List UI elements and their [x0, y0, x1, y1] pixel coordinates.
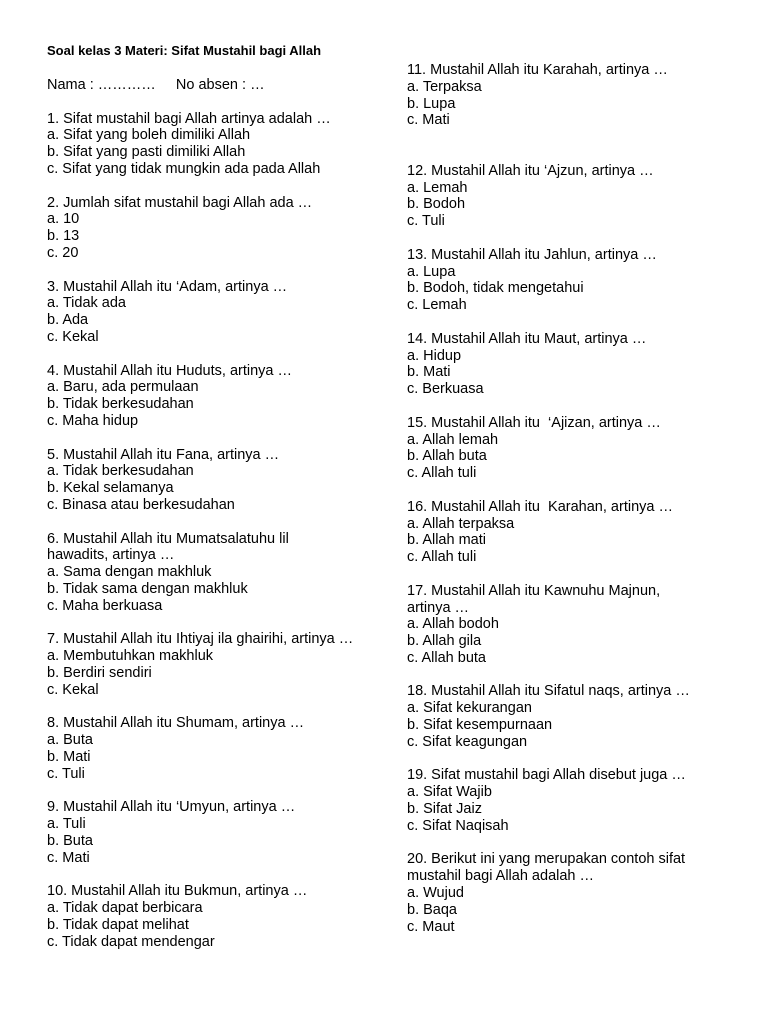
question-text: 5. Mustahil Allah itu Fana, artinya … [47, 446, 280, 463]
question-13 [407, 247, 737, 314]
option-a: a. Tidak ada [47, 295, 126, 312]
option-a: a. Tidak berkesudahan [47, 463, 194, 480]
option-c: c. Lemah [407, 297, 467, 314]
question-text: 7. Mustahil Allah itu Ihtiyaj ila ghairihi, artinya … [47, 631, 354, 648]
option-c: c. Maha berkuasa [47, 597, 163, 614]
option-b: b. Tidak dapat melihat [47, 916, 189, 933]
question-text: 13. Mustahil Allah itu Jahlun, artinya … [407, 246, 657, 263]
option-a: a. Sifat kekurangan [407, 700, 532, 717]
option-b: b. Mati [47, 748, 91, 765]
option-c: c. Sifat keagungan [407, 733, 528, 750]
option-a: a. Wujud [407, 885, 464, 902]
question-17 [407, 583, 737, 667]
option-c: c. Berkuasa [407, 381, 484, 398]
option-a: a. Buta [47, 732, 93, 749]
question-text: 19. Sifat mustahil bagi Allah disebut juga … [407, 767, 686, 784]
question-7 [47, 631, 377, 698]
option-c: c. Kekal [47, 328, 99, 345]
option-a: a. Terpaksa [407, 78, 482, 95]
option-b: b. Tidak sama dengan makhluk [47, 580, 248, 597]
question-text: 15. Mustahil Allah itu ‘Ajizan, artinya … [407, 414, 661, 431]
question-11 [407, 62, 737, 129]
question-10 [47, 883, 377, 950]
option-b: b. Bodoh, tidak mengetahui [407, 280, 584, 297]
option-c: c. Mati [47, 849, 90, 866]
question-5 [47, 447, 377, 514]
right-column [407, 62, 737, 935]
question-text: 3. Mustahil Allah itu ‘Adam, artinya … [47, 278, 288, 295]
question-2 [47, 195, 377, 262]
option-c: c. Allah tuli [407, 549, 477, 566]
option-c: c. Tidak dapat mendengar [47, 933, 215, 950]
option-a: a. Baru, ada permulaan [47, 379, 199, 396]
option-b: b. Buta [47, 832, 93, 849]
question-text: 12. Mustahil Allah itu ‘Ajzun, artinya … [407, 162, 654, 179]
option-c: c. Mati [407, 112, 450, 129]
question-text: 14. Mustahil Allah itu Maut, artinya … [407, 330, 647, 347]
question-text: 1. Sifat mustahil bagi Allah artinya adalah … [47, 110, 331, 127]
option-a: a. Tidak dapat berbicara [47, 900, 203, 917]
option-a: a. Sifat Wajib [407, 784, 492, 801]
worksheet-title: Soal kelas 3 Materi: Sifat Mustahil bagi Allah [47, 43, 322, 58]
question-text: 17. Mustahil Allah itu Kawnuhu Majnun, artinya … [407, 582, 661, 616]
question-14 [407, 331, 737, 398]
question-9 [47, 799, 377, 866]
option-c: c. Sifat yang tidak mungkin ada pada Allah [47, 160, 321, 177]
option-c: c. Allah buta [407, 649, 486, 666]
question-text: 4. Mustahil Allah itu Huduts, artinya … [47, 362, 293, 379]
option-b: b. Allah gila [407, 633, 482, 650]
option-b: b. Kekal selamanya [47, 480, 174, 497]
option-b: b. Sifat kesempurnaan [407, 717, 553, 734]
question-8 [47, 715, 377, 782]
option-c: c. Maut [407, 918, 455, 935]
question-text: 9. Mustahil Allah itu ‘Umyun, artinya … [47, 799, 296, 816]
option-a: a. Sama dengan makhluk [47, 564, 212, 581]
option-a: a. Lupa [407, 263, 456, 280]
option-b: b. Bodoh [407, 196, 466, 213]
option-a: a. Sifat yang boleh dimiliki Allah [47, 127, 251, 144]
option-c: c. 20 [47, 244, 79, 261]
option-c: c. Sifat Naqisah [407, 817, 509, 834]
question-20 [407, 851, 737, 935]
question-text: 10. Mustahil Allah itu Bukmun, artinya … [47, 883, 308, 900]
option-a: a. 10 [47, 211, 80, 228]
option-b: b. Allah mati [407, 532, 486, 549]
option-a: a. Lemah [407, 179, 468, 196]
option-b: b. Allah buta [407, 448, 487, 465]
question-1 [47, 111, 377, 178]
option-c: c. Binasa atau berkesudahan [47, 496, 235, 513]
option-b: b. Baqa [407, 901, 457, 918]
question-4 [47, 363, 377, 430]
option-a: a. Tuli [47, 816, 86, 833]
option-b: b. Lupa [407, 95, 456, 112]
question-text: 8. Mustahil Allah itu Shumam, artinya … [47, 715, 305, 732]
option-a: a. Allah terpaksa [407, 515, 515, 532]
question-18 [407, 683, 737, 750]
name-absen-line: Nama : ………… No absen : … [47, 77, 265, 93]
question-6 [47, 531, 377, 615]
option-a: a. Hidup [407, 347, 462, 364]
question-12 [407, 163, 737, 230]
option-b: b. Ada [47, 312, 89, 329]
question-text: 11. Mustahil Allah itu Karahah, artinya … [407, 62, 668, 78]
question-text: 6. Mustahil Allah itu Mumatsalatuhu lil hawadits, artinya … [47, 530, 289, 564]
left-column [47, 77, 377, 950]
question-text: 16. Mustahil Allah itu Karahan, artinya … [407, 498, 673, 515]
option-c: c. Allah tuli [407, 465, 477, 482]
question-text: 20. Berikut ini yang merupakan contoh sifat mustahil bagi Allah adalah … [407, 851, 686, 885]
option-b: b. Tidak berkesudahan [47, 396, 194, 413]
option-b: b. 13 [47, 228, 80, 245]
question-text: 18. Mustahil Allah itu Sifatul naqs, artinya … [407, 683, 690, 700]
option-a: a. Allah lemah [407, 431, 499, 448]
option-b: b. Berdiri sendiri [47, 664, 152, 681]
question-3 [47, 279, 377, 346]
option-a: a. Allah bodoh [407, 616, 499, 633]
question-15 [407, 415, 737, 482]
question-text: 2. Jumlah sifat mustahil bagi Allah ada … [47, 194, 313, 211]
option-b: b. Sifat Jaiz [407, 801, 482, 818]
option-c: c. Maha hidup [47, 412, 139, 429]
option-c: c. Kekal [47, 681, 99, 698]
option-c: c. Tuli [407, 213, 445, 230]
option-b: b. Sifat yang pasti dimiliki Allah [47, 144, 246, 161]
option-c: c. Tuli [47, 765, 85, 782]
option-a: a. Membutuhkan makhluk [47, 648, 214, 665]
question-16 [407, 499, 737, 566]
question-19 [407, 767, 737, 834]
option-b: b. Mati [407, 364, 451, 381]
